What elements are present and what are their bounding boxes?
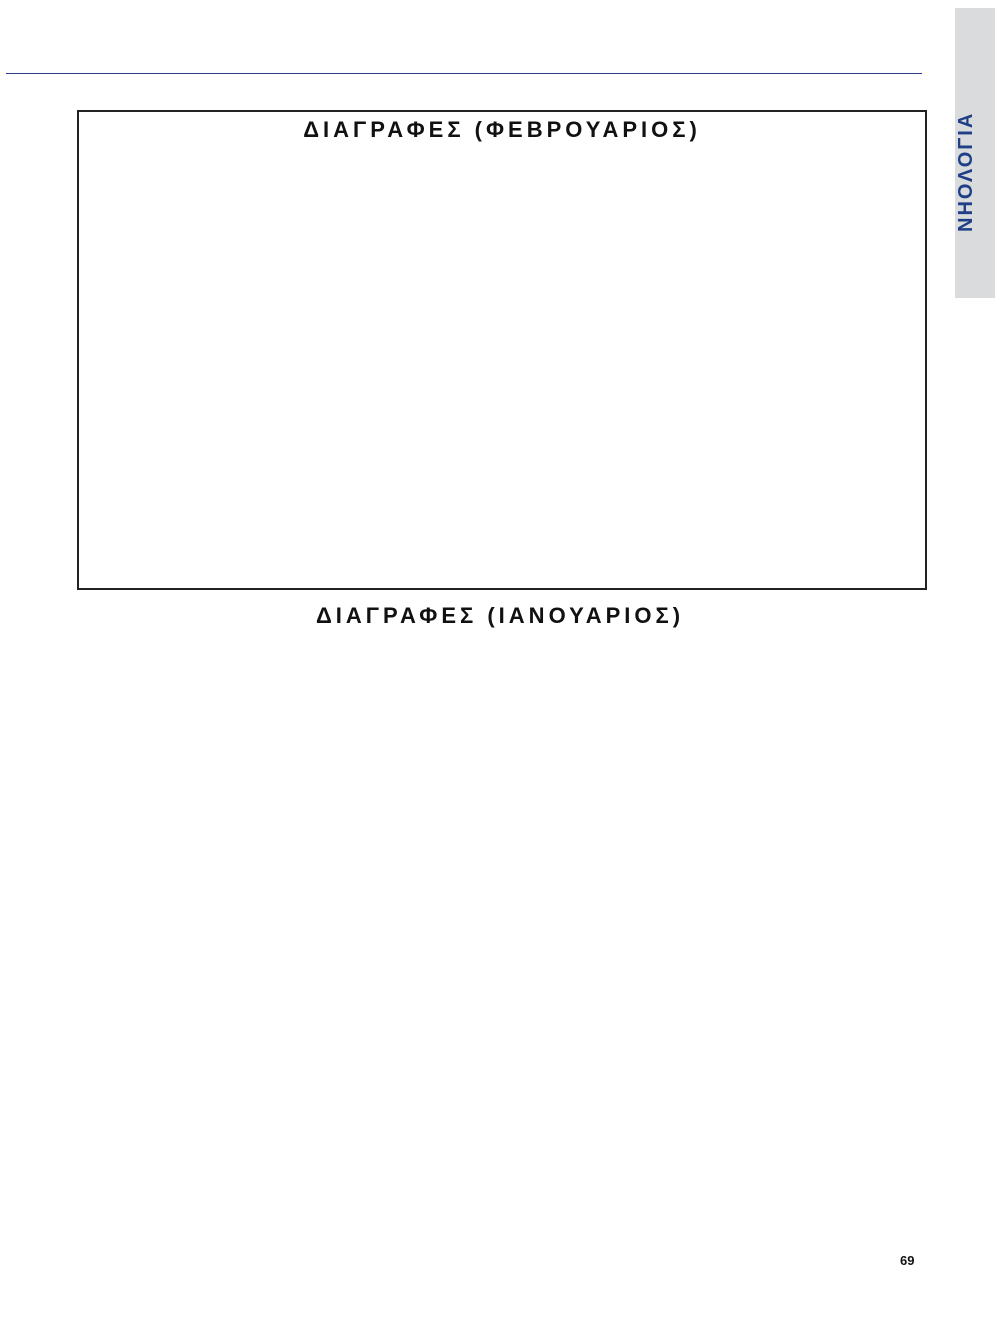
top-rule: [6, 73, 922, 74]
page-number: 69: [900, 1253, 915, 1268]
side-tab: [955, 8, 995, 298]
side-tab-label: ΝΗΟΛΟΓΙΑ: [955, 111, 977, 233]
january-title: ΔΙΑΓΡΑΦΕΣ (ΙΑΝΟΥΑΡΙΟΣ): [315, 603, 685, 628]
february-title: ΔΙΑΓΡΑΦΕΣ (ΦΕΒΡΟΥΑΡΙΟΣ): [303, 117, 701, 142]
february-section: [77, 110, 927, 590]
